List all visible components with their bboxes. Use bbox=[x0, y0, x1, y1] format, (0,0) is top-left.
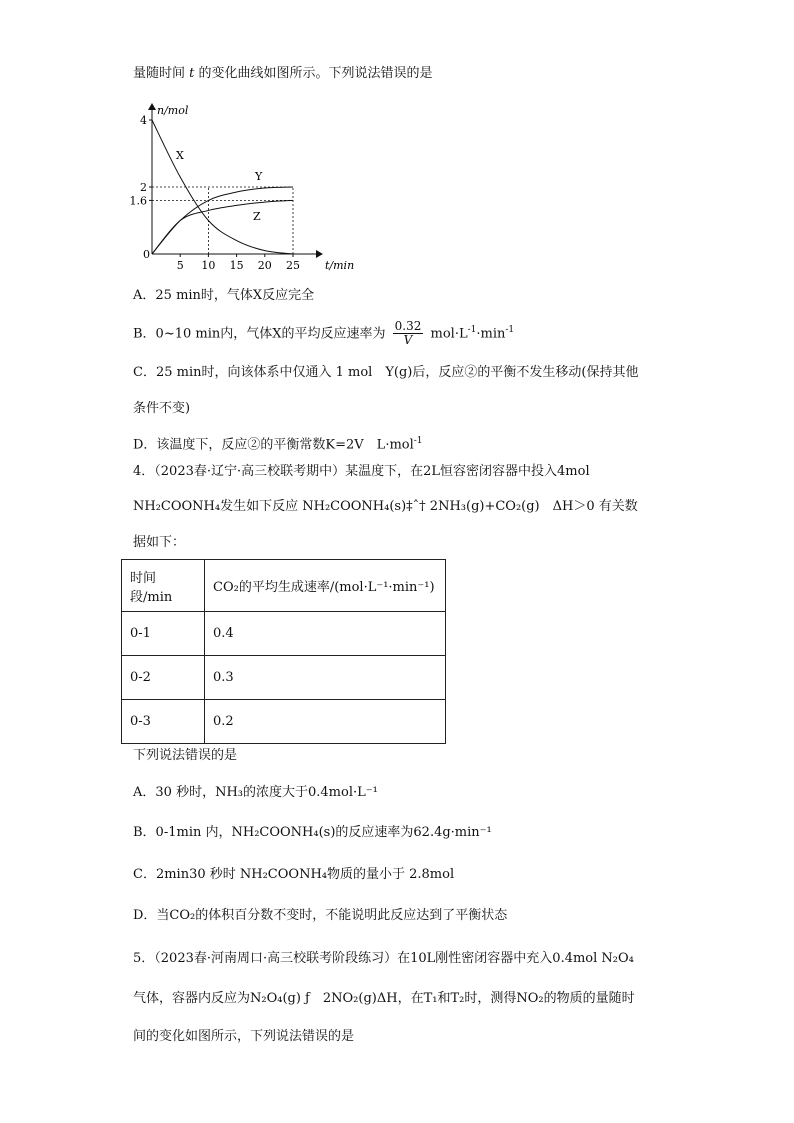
q3-option-b-fraction bbox=[393, 320, 424, 347]
intro-variable: t bbox=[189, 66, 195, 81]
table-row bbox=[122, 700, 446, 744]
y-tick-label: 1.6 bbox=[129, 194, 147, 208]
q3-option-b bbox=[133, 314, 514, 350]
table-header-row bbox=[122, 560, 446, 612]
q3-option-b-unit-mid: ·min bbox=[476, 326, 506, 342]
fraction-denominator: V bbox=[403, 333, 413, 348]
q3-option-b-unit: mol·L bbox=[430, 326, 468, 342]
intro-text-before: 量随时间 bbox=[133, 66, 186, 81]
q4-stem-line2: NH₂COONH₄发生如下反应 NH₂COONH₄(s)‡ˆ† 2NH₃(g)+CO₂(g) ΔH＞0 有关数 bbox=[133, 499, 638, 514]
table-cell-rate: 0.3 bbox=[205, 656, 446, 700]
table-cell-rate: 0.4 bbox=[205, 612, 446, 656]
q3-option-d-exp: -1 bbox=[413, 436, 423, 446]
q4-option-a: A．30 秒时，NH₃的浓度大于0.4mol·L⁻¹ bbox=[133, 785, 378, 800]
curve-y bbox=[152, 187, 293, 254]
q5-stem-line2: 气体，容器内反应为N₂O₄(g) ƒ 2NO₂(g)ΔH，在T₁和T₂时，测得NO₂的物质的量随时 bbox=[133, 991, 635, 1006]
q3-option-b-prefix: B．0~10 min内，气体X的平均反应速率为 bbox=[133, 326, 386, 342]
q3-option-b-unit-exp1: -1 bbox=[467, 325, 477, 335]
y-tick-label: 4 bbox=[140, 114, 147, 127]
rate-table bbox=[121, 559, 446, 744]
intro-text-after: 的变化曲线如图所示。下列说法错误的是 bbox=[198, 66, 433, 81]
q3-option-c-line2: 条件不变) bbox=[133, 401, 191, 416]
q5-stem-line3: 间的变化如图所示，下列说法错误的是 bbox=[133, 1029, 355, 1044]
table-row bbox=[122, 612, 446, 656]
x-tick-label: 20 bbox=[257, 259, 272, 272]
table-cell-period: 0-2 bbox=[122, 656, 205, 700]
q3-option-a: A．25 min时，气体X反应完全 bbox=[133, 288, 315, 303]
table-header-rate: CO₂的平均生成速率/(mol·L⁻¹·min⁻¹) bbox=[205, 560, 446, 612]
curve-label-x: X bbox=[176, 149, 184, 162]
table-cell-period: 0-3 bbox=[122, 700, 205, 744]
q4-option-d: D．当CO₂的体积百分数不变时，不能说明此反应达到了平衡状态 bbox=[133, 908, 508, 923]
q3-option-d bbox=[133, 432, 423, 454]
q4-stem-line1: 4．（2023春·辽宁·高三校联考期中）某温度下，在2L恒容密闭容器中投入4mol bbox=[133, 464, 590, 479]
x-tick-label: 25 bbox=[286, 259, 300, 272]
x-tick-label: 10 bbox=[201, 259, 216, 272]
q4-option-c: C．2min30 秒时 NH₂COONH₄物质的量小于 2.8mol bbox=[133, 867, 455, 882]
curve-label-z: Z bbox=[253, 210, 261, 223]
q4-question: 下列说法错误的是 bbox=[133, 748, 238, 763]
x-tick-label: 5 bbox=[176, 259, 184, 272]
curve-label-y: Y bbox=[255, 170, 263, 183]
table-row bbox=[122, 656, 446, 700]
table-header-period: 时间段/min bbox=[122, 560, 205, 612]
q5-stem-line1: 5．（2023春·河南周口·高三校联考阶段练习）在10L刚性密闭容器中充入0.4mol N₂O₄ bbox=[133, 951, 634, 966]
reaction-graph bbox=[125, 96, 365, 276]
curve-z bbox=[152, 200, 293, 254]
x-tick-label: 15 bbox=[229, 259, 244, 272]
x-axis-label: t/min bbox=[325, 259, 355, 272]
table-cell-period: 0-1 bbox=[122, 612, 205, 656]
y-tick-label: 2 bbox=[140, 181, 147, 194]
q4-stem-line3: 据如下： bbox=[133, 535, 186, 550]
q3-option-c-line1: C．25 min时，向该体系中仅通入 1 mol Y(g)后，反应②的平衡不发生移动(保持其他 bbox=[133, 365, 639, 380]
intro-line bbox=[133, 65, 433, 83]
origin-label: 0 bbox=[143, 248, 150, 261]
q3-option-b-unit-exp2: -1 bbox=[505, 325, 515, 335]
fraction-numerator: 0.32 bbox=[394, 319, 422, 334]
q3-option-d-text: D．该温度下，反应②的平衡常数K=2V L·mol bbox=[133, 437, 414, 453]
q4-option-b: B．0-1min 内，NH₂COONH₄(s)的反应速率为62.4g·min⁻¹ bbox=[133, 825, 492, 840]
table-cell-rate: 0.2 bbox=[205, 700, 446, 744]
y-axis-label: n/mol bbox=[157, 104, 189, 117]
